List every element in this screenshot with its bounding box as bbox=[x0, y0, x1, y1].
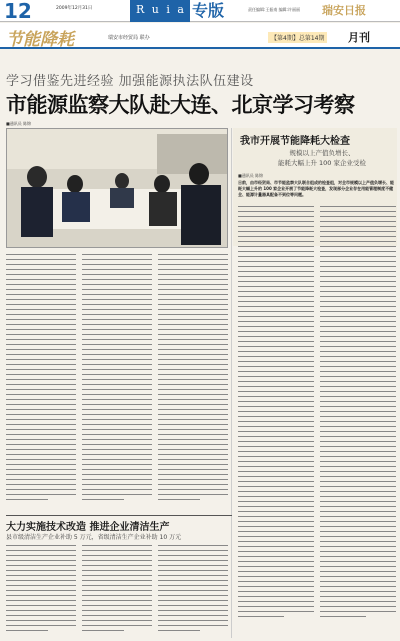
editors-line: 责任编辑:王振南 编辑:许丽丽 bbox=[248, 7, 300, 12]
main-kicker: 学习借鉴先进经验 加强能源执法队伍建设 bbox=[6, 74, 254, 89]
section-type: 专版 bbox=[192, 1, 225, 20]
main-headline: 市能源监察大队赴大连、北京学习考察 bbox=[6, 93, 355, 117]
bottom-column-2 bbox=[82, 545, 152, 635]
bottom-column-1 bbox=[6, 545, 76, 635]
right-story-title: 我市开展节能降耗大检查 bbox=[240, 136, 350, 147]
right-column-2 bbox=[320, 206, 396, 621]
right-story-subtitle-line-2: 能耗大幅上升 100 家企业受检 bbox=[277, 159, 367, 167]
right-story-byline: ■通讯员 陈锦 bbox=[238, 173, 264, 178]
top-banner bbox=[0, 0, 400, 22]
right-story-subtitle-line-1: 规模以上产值负增长、 bbox=[289, 149, 355, 157]
section-title: 节能降耗 bbox=[6, 30, 74, 50]
meeting-photo-image bbox=[7, 129, 228, 248]
bottom-column-3 bbox=[158, 545, 228, 635]
body-column-1 bbox=[6, 254, 76, 504]
body-column-2 bbox=[82, 254, 152, 504]
body-column-3 bbox=[158, 254, 228, 504]
right-story-lead: 日前，由市经贸局、市节能监察大队联合组成的检查组，对全市规模以上产值负增长、能耗大幅上升的 100 家企业开展了节能降耗大检查，发现部分企业存在用能管理制度不健全、能源计量器具配备不到位等问题。 bbox=[238, 180, 394, 197]
bottom-headline: 大力实施技术改造 推进企业清洁生产 bbox=[6, 522, 170, 533]
issue-date: 2009年12月31日 bbox=[56, 6, 93, 11]
page-number: 12 bbox=[4, 0, 32, 23]
right-column-1 bbox=[238, 206, 314, 621]
brand-en: R u i a n bbox=[136, 3, 201, 16]
bottom-subhead: 县市级清洁生产企业补助 5 万元，省级清洁生产企业补助 10 万元 bbox=[6, 534, 182, 541]
column-divider bbox=[231, 128, 232, 638]
section-label: 月刊 bbox=[348, 31, 370, 44]
section-bar bbox=[0, 23, 400, 49]
meeting-photo bbox=[6, 128, 228, 248]
main-byline: ■通讯员 陈锦 bbox=[6, 121, 32, 126]
section-editor: 瑞安市经贸局 联办 bbox=[108, 35, 150, 41]
right-story-subtitle bbox=[252, 148, 392, 168]
bottom-story-divider bbox=[6, 515, 232, 516]
masthead-logo: 瑞安日报 bbox=[322, 4, 366, 17]
issue-badge: 【第4期】总第14期 bbox=[268, 32, 327, 43]
